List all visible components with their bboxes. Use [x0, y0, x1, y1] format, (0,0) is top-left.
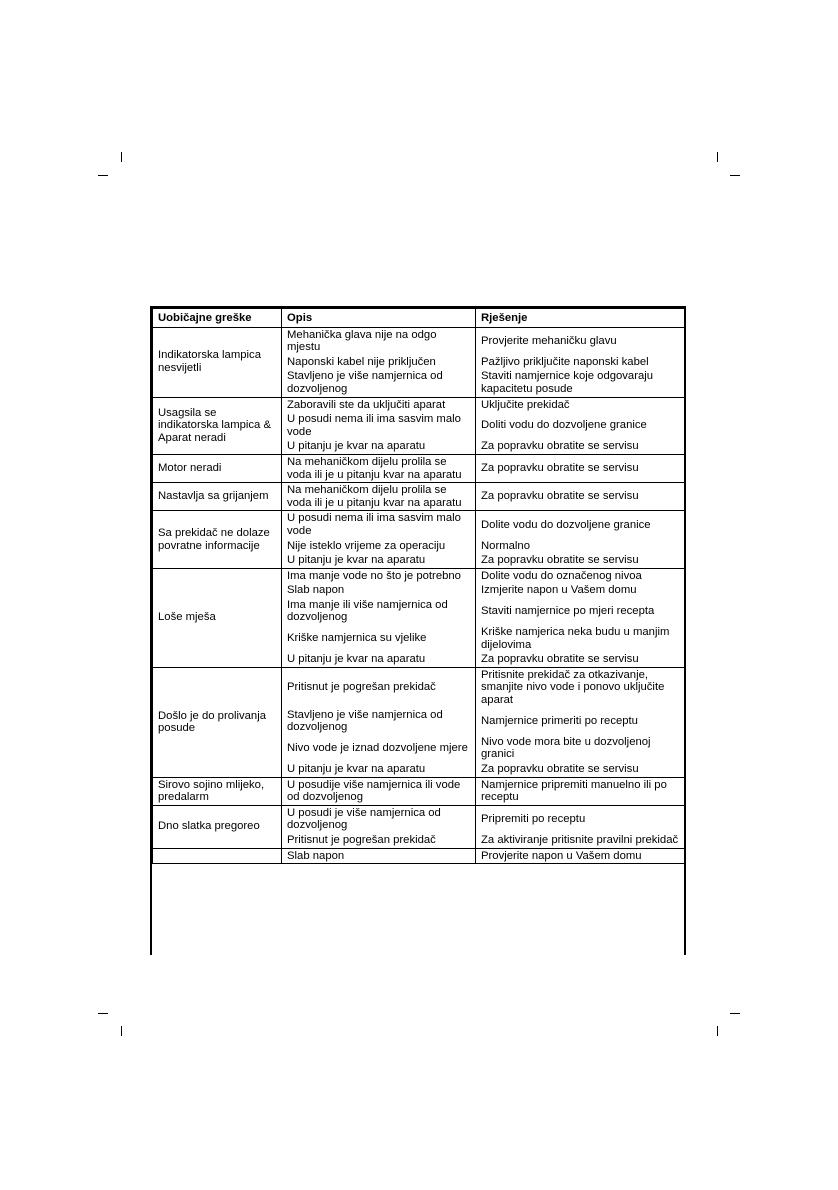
table-row	[153, 805, 685, 833]
rjesenje-cell: Za popravku obratite se servisu	[476, 762, 685, 777]
opis-cell: Stavljeno je više namjernica od dozvoljenog	[282, 708, 476, 735]
opis-cell: U posudi nema ili ima sasvim malo vode	[282, 511, 476, 539]
table-body	[153, 327, 685, 864]
rjesenje-cell: Normalno	[476, 539, 685, 554]
rjesenje-cell: Za popravku obratite se servisu	[476, 652, 685, 667]
fault-cell: Došlo je do prolivanja posude	[153, 667, 282, 777]
rjesenje-cell: Namjernice pripremiti manuelno ili po receptu	[476, 777, 685, 805]
opis-cell: Ima manje ili više namjernica od dozvoljenog	[282, 598, 476, 625]
table-edge-mark	[150, 952, 152, 956]
fault-cell: Usagsila se indikatorska lampica & Aparat neradi	[153, 397, 282, 454]
table-edge-mark	[684, 952, 686, 956]
rjesenje-cell: Izmjerite napon u Vašem domu	[476, 583, 685, 598]
rjesenje-cell: Za aktiviranje pritisnite pravilni prekidač	[476, 833, 685, 848]
rjesenje-cell: Namjernice primeriti po receptu	[476, 708, 685, 735]
crop-mark	[730, 175, 740, 176]
opis-cell: Nije isteklo vrijeme za operaciju	[282, 539, 476, 554]
table-row	[153, 397, 685, 412]
rjesenje-cell: Pripremiti po receptu	[476, 805, 685, 833]
opis-cell: U pitanju je kvar na aparatu	[282, 762, 476, 777]
table-header-row	[153, 309, 685, 328]
opis-cell: Zaboravili ste da uključiti aparat	[282, 397, 476, 412]
rjesenje-cell: Za popravku obratite se servisu	[476, 483, 685, 511]
troubleshooting-table-frame	[150, 306, 686, 954]
opis-cell: U posudi nema ili ima sasvim malo vode	[282, 412, 476, 439]
opis-cell: Na mehaničkom dijelu prolila se voda ili je u pitanju kvar na aparatu	[282, 483, 476, 511]
opis-cell: Slab napon	[282, 848, 476, 864]
rjesenje-cell: Za popravku obratite se servisu	[476, 454, 685, 482]
fault-cell: Sa prekidač ne dolaze povratne informacije	[153, 511, 282, 568]
rjesenje-cell: Dolite vodu do dozvoljene granice	[476, 511, 685, 539]
opis-cell: Pritisnut je pogrešan prekidač	[282, 667, 476, 707]
column-header-fault: Uobičajne greške	[153, 309, 282, 328]
rjesenje-cell: Za popravku obratite se servisu	[476, 553, 685, 568]
table-row	[153, 848, 685, 864]
opis-cell: Stavljeno je više namjernica od dozvoljenog	[282, 369, 476, 397]
opis-cell: U pitanju je kvar na aparatu	[282, 439, 476, 454]
column-header-rjesenje: Rješenje	[476, 309, 685, 328]
fault-cell: Dno slatka pregoreo	[153, 805, 282, 848]
fault-cell: Loše mješa	[153, 568, 282, 667]
column-header-opis: Opis	[282, 309, 476, 328]
opis-cell: U pitanju je kvar na aparatu	[282, 553, 476, 568]
fault-cell: Sirovo sojino mlijeko, predalarm	[153, 777, 282, 805]
rjesenje-cell: Staviti namjernice po mjeri recepta	[476, 598, 685, 625]
rjesenje-cell: Doliti vodu do dozvoljene granice	[476, 412, 685, 439]
fault-cell	[153, 848, 282, 864]
rjesenje-cell: Provjerite mehaničku glavu	[476, 327, 685, 355]
opis-cell: Naponski kabel nije priključen	[282, 355, 476, 370]
opis-cell: U pitanju je kvar na aparatu	[282, 652, 476, 667]
table-row	[153, 454, 685, 482]
fault-cell: Nastavlja sa grijanjem	[153, 483, 282, 511]
opis-cell: Pritisnut je pogrešan prekidač	[282, 833, 476, 848]
crop-mark	[717, 1026, 718, 1036]
rjesenje-cell: Staviti namjernice koje odgovaraju kapacitetu posude	[476, 369, 685, 397]
fault-cell: Indikatorska lampica nesvijetli	[153, 327, 282, 397]
crop-mark	[121, 152, 122, 162]
rjesenje-cell: Pritisnite prekidač za otkazivanje, smanjite nivo vode i ponovo uključite aparat	[476, 667, 685, 707]
opis-cell: Mehanička glava nije na odgo mjestu	[282, 327, 476, 355]
table-row	[153, 511, 685, 539]
table-row	[153, 483, 685, 511]
opis-cell: U posudije više namjernica ili vode od dozvoljenog	[282, 777, 476, 805]
crop-mark	[98, 175, 108, 176]
rjesenje-cell: Za popravku obratite se servisu	[476, 439, 685, 454]
opis-cell: Ima manje vode no što je potrebno	[282, 568, 476, 583]
table-row	[153, 667, 685, 707]
rjesenje-cell: Pažljivo priključite naponski kabel	[476, 355, 685, 370]
crop-mark	[730, 1013, 740, 1014]
opis-cell: U posudi je više namjernica od dozvoljenog	[282, 805, 476, 833]
crop-mark	[98, 1013, 108, 1014]
rjesenje-cell: Provjerite napon u Vašem domu	[476, 848, 685, 864]
crop-mark	[717, 152, 718, 162]
opis-cell: Nivo vode je iznad dozvoljene mjere	[282, 735, 476, 762]
opis-cell: Kriške namjernica su vjelike	[282, 625, 476, 652]
troubleshooting-table	[152, 308, 685, 864]
fault-cell: Motor neradi	[153, 454, 282, 482]
rjesenje-cell: Kriške namjerica neka budu u manjim dijelovima	[476, 625, 685, 652]
crop-mark	[121, 1026, 122, 1036]
rjesenje-cell: Uključite prekidač	[476, 397, 685, 412]
table-row	[153, 777, 685, 805]
rjesenje-cell: Dolite vodu do označenog nivoa	[476, 568, 685, 583]
opis-cell: Na mehaničkom dijelu prolila se voda ili je u pitanju kvar na aparatu	[282, 454, 476, 482]
table-row	[153, 568, 685, 583]
rjesenje-cell: Nivo vode mora bite u dozvoljenoj granici	[476, 735, 685, 762]
table-row	[153, 327, 685, 355]
opis-cell: Slab napon	[282, 583, 476, 598]
